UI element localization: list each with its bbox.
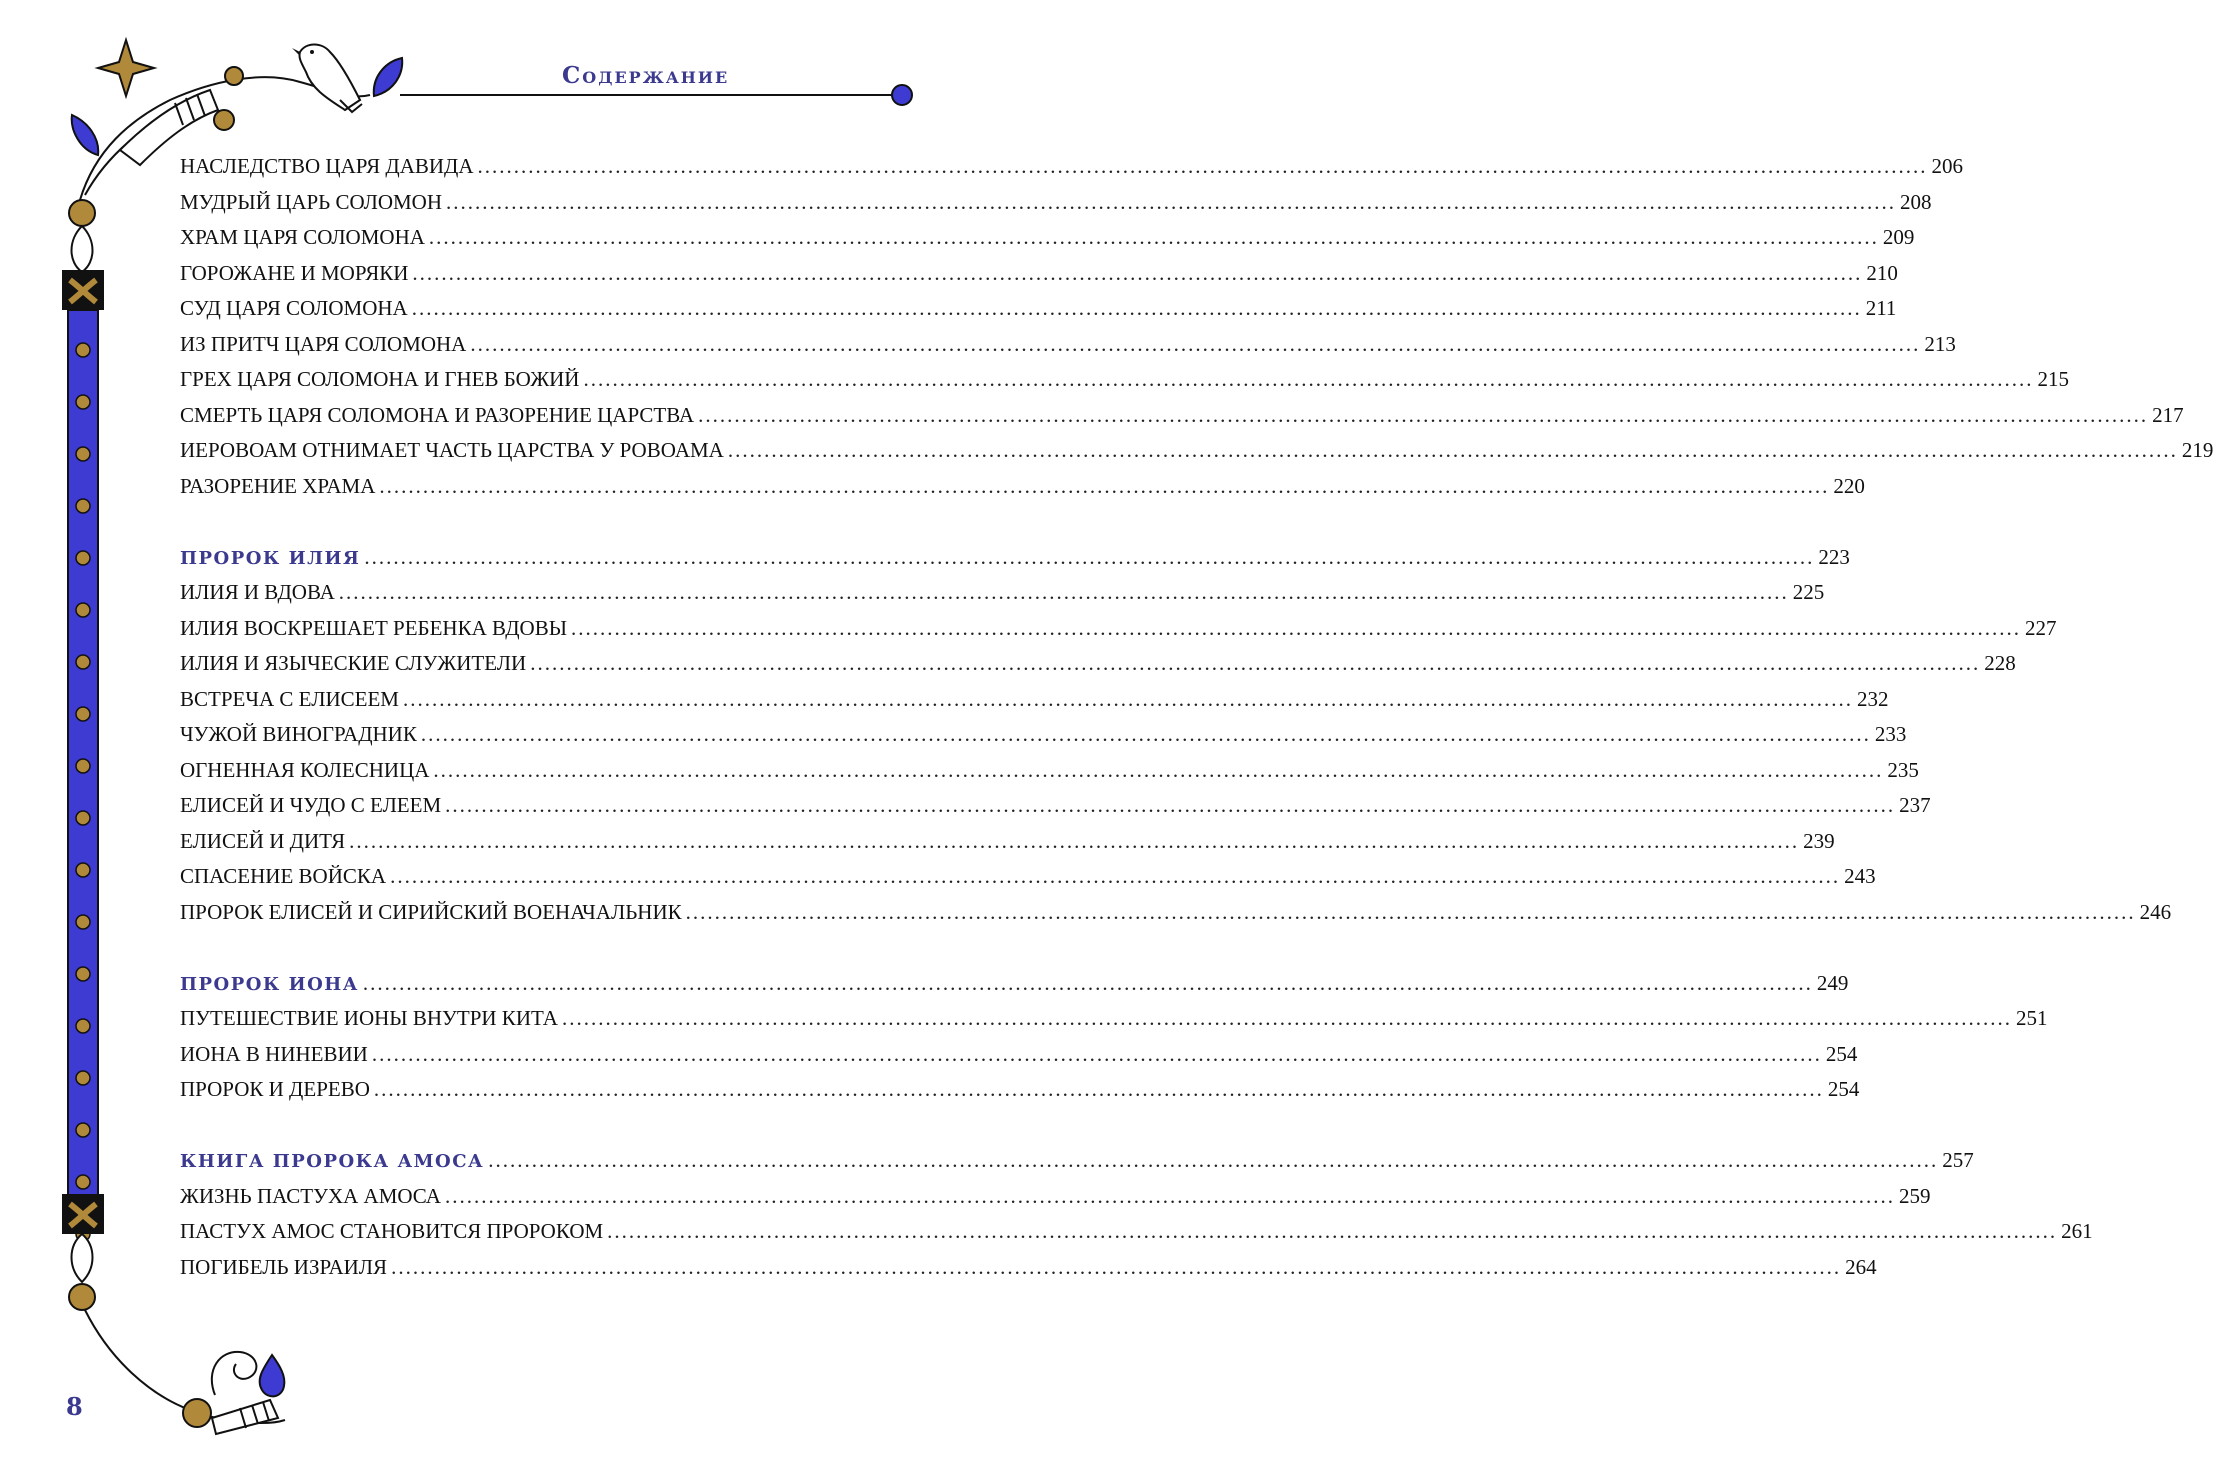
toc-entry[interactable] bbox=[180, 296, 1897, 332]
toc-page-number: 264 bbox=[1845, 1254, 1877, 1279]
toc-leader-dots: ........................................................................................................................................................................................................ bbox=[402, 686, 1853, 711]
toc-leader-dots: ........................................................................................................................................................................................................ bbox=[470, 331, 1921, 356]
toc-page-number: 220 bbox=[1833, 473, 1865, 498]
toc-page-number: 239 bbox=[1803, 828, 1835, 853]
blue-pillar bbox=[68, 310, 98, 1196]
gold-bead bbox=[183, 1399, 211, 1427]
toc-entry[interactable] bbox=[180, 402, 2184, 439]
toc-section-heading[interactable] bbox=[180, 970, 1849, 1007]
pillar-bead bbox=[76, 655, 90, 669]
toc-page-number: 217 bbox=[2152, 402, 2184, 427]
toc-title: ОГНЕННАЯ КОЛЕСНИЦА bbox=[180, 757, 430, 782]
toc-entry[interactable] bbox=[180, 615, 2057, 652]
toc-entry[interactable] bbox=[180, 260, 1898, 297]
toc-title: КНИГА ПРОРОКА АМОСА bbox=[180, 1151, 485, 1172]
toc-title: РАЗОРЕНИЕ ХРАМА bbox=[180, 473, 376, 498]
toc-page-number: 243 bbox=[1844, 864, 1876, 888]
toc-page-number: 246 bbox=[2139, 899, 2172, 924]
toc-page-number: 225 bbox=[1792, 580, 1825, 604]
toc-title: ПАСТУХ АМОС СТАНОВИТСЯ ПРОРОКОМ bbox=[180, 1219, 604, 1243]
toc-leader-dots: ........................................................................................................................................................................................................ bbox=[583, 367, 2034, 391]
toc-title: ВСТРЕЧА С ЕЛИСЕЕМ bbox=[180, 686, 399, 711]
toc-entry[interactable] bbox=[180, 1219, 2093, 1255]
pillar-bead bbox=[76, 1123, 90, 1137]
section-gap bbox=[180, 1113, 904, 1149]
toc-entry[interactable] bbox=[180, 651, 2016, 687]
toc-leader-dots: ........................................................................................................................................................................................................ bbox=[371, 1041, 1822, 1066]
toc-entry[interactable] bbox=[180, 1183, 1931, 1220]
leaf-icon bbox=[374, 58, 402, 96]
toc-page-number: 237 bbox=[1899, 793, 1931, 817]
toc-page-number: 208 bbox=[1900, 189, 1932, 214]
toc-leader-dots: ........................................................................................................................................................................................................ bbox=[571, 615, 2022, 640]
toc-leader-dots: ........................................................................................................................................................................................................ bbox=[411, 296, 1862, 320]
gold-bead bbox=[225, 67, 243, 85]
toc-entry[interactable] bbox=[180, 1041, 1858, 1078]
section-gap bbox=[180, 509, 904, 545]
pillar-bead bbox=[76, 863, 90, 877]
toc-page-number: 257 bbox=[1942, 1148, 1974, 1172]
gold-bead bbox=[69, 200, 95, 226]
toc-title: ИЛИЯ И ВДОВА bbox=[180, 580, 335, 604]
toc-page-number: 235 bbox=[1887, 757, 1919, 782]
pillar-bead bbox=[76, 707, 90, 721]
toc-title: ПУТЕШЕСТВИЕ ИОНЫ ВНУТРИ КИТА bbox=[180, 1006, 558, 1030]
toc-leader-dots: ........................................................................................................................................................................................................ bbox=[444, 1183, 1895, 1208]
pillar-bead bbox=[76, 811, 90, 825]
toc-title: ЧУЖОЙ ВИНОГРАДНИК bbox=[180, 722, 417, 746]
gold-bead bbox=[214, 110, 234, 130]
toc-leader-dots: ........................................................................................................................................................................................................ bbox=[338, 580, 1789, 604]
toc-page-number: 210 bbox=[1866, 260, 1898, 285]
toc-leader-dots: ........................................................................................................................................................................................................ bbox=[685, 899, 2136, 924]
toc-entry[interactable] bbox=[180, 722, 1907, 758]
toc-section-heading[interactable] bbox=[180, 1148, 1974, 1184]
toc-leader-dots: ........................................................................................................................................................................................................ bbox=[362, 970, 1813, 995]
toc-page-number: 227 bbox=[2025, 615, 2057, 640]
pillar-bead bbox=[76, 395, 90, 409]
toc-title: ПРОРОК ИОНА bbox=[180, 973, 359, 995]
toc-leader-dots: ........................................................................................................................................................................................................ bbox=[488, 1148, 1939, 1172]
bird-icon bbox=[292, 45, 362, 113]
pillar-bead bbox=[76, 603, 90, 617]
toc-leader-dots: ........................................................................................................................................................................................................ bbox=[391, 1254, 1842, 1279]
page-header-title: Содержание bbox=[562, 62, 730, 89]
toc-page-number: 215 bbox=[2037, 367, 2069, 391]
toc-leader-dots: ........................................................................................................................................................................................................ bbox=[420, 722, 1871, 746]
toc-entry[interactable] bbox=[180, 154, 1964, 190]
toc-leader-dots: ........................................................................................................................................................................................................ bbox=[561, 1006, 2012, 1030]
pillar-bead bbox=[76, 499, 90, 513]
toc-title: ХРАМ ЦАРЯ СОЛОМОНА bbox=[180, 225, 425, 249]
toc-section-heading[interactable] bbox=[180, 544, 1850, 581]
toc-leader-dots: ........................................................................................................................................................................................................ bbox=[364, 544, 1815, 569]
toc-leader-dots: ........................................................................................................................................................................................................ bbox=[428, 225, 1879, 249]
pillar-bead bbox=[76, 551, 90, 565]
toc-entry[interactable] bbox=[180, 331, 1956, 368]
toc-page-number: 219 bbox=[2181, 438, 2213, 462]
toc-title: ГРЕХ ЦАРЯ СОЛОМОНА И ГНЕВ БОЖИЙ bbox=[180, 367, 580, 391]
toc-leader-dots: ........................................................................................................................................................................................................ bbox=[698, 402, 2149, 427]
toc-leader-dots: ........................................................................................................................................................................................................ bbox=[390, 864, 1841, 888]
toc-entry[interactable] bbox=[180, 367, 2069, 403]
toc-entry[interactable] bbox=[180, 864, 1876, 900]
toc-entry[interactable] bbox=[180, 473, 1865, 510]
toc-entry[interactable] bbox=[180, 438, 2213, 474]
pillar-bead bbox=[76, 1019, 90, 1033]
toc-page-number: 211 bbox=[1865, 296, 1897, 320]
pillar-bead bbox=[76, 1175, 90, 1189]
gold-bead bbox=[69, 1284, 95, 1310]
drop-icon bbox=[260, 1355, 285, 1396]
toc-title: СМЕРТЬ ЦАРЯ СОЛОМОНА И РАЗОРЕНИЕ ЦАРСТВА bbox=[180, 402, 695, 427]
toc-title: СПАСЕНИЕ ВОЙСКА bbox=[180, 864, 387, 888]
toc-leader-dots: ........................................................................................................................................................................................................ bbox=[373, 1077, 1824, 1101]
pillar-bead bbox=[76, 1071, 90, 1085]
toc-page-number: 249 bbox=[1816, 970, 1849, 995]
toc-page-number: 254 bbox=[1827, 1077, 1860, 1101]
toc-entry[interactable] bbox=[180, 899, 2172, 936]
toc-leader-dots: ........................................................................................................................................................................................................ bbox=[433, 757, 1884, 782]
toc-page-number: 254 bbox=[1825, 1041, 1858, 1066]
star-icon bbox=[98, 40, 154, 96]
pillar-bead bbox=[76, 343, 90, 357]
toc-leader-dots: ........................................................................................................................................................................................................ bbox=[412, 260, 1863, 285]
toc-title: ИЛИЯ И ЯЗЫЧЕСКИЕ СЛУЖИТЕЛИ bbox=[180, 651, 527, 675]
toc-page-number: 213 bbox=[1924, 331, 1956, 356]
toc-title: СУД ЦАРЯ СОЛОМОНА bbox=[180, 296, 408, 320]
toc-title: ПРОРОК И ДЕРЕВО bbox=[180, 1077, 370, 1101]
toc-leader-dots: ........................................................................................................................................................................................................ bbox=[727, 438, 2178, 462]
toc-title: ЕЛИСЕЙ И ДИТЯ bbox=[180, 828, 346, 853]
toc-entry[interactable] bbox=[180, 225, 1915, 261]
pillar-bead bbox=[76, 759, 90, 773]
toc-title: ИОНА В НИНЕВИИ bbox=[180, 1041, 368, 1066]
toc-entry[interactable] bbox=[180, 757, 1919, 794]
toc-entry[interactable] bbox=[180, 1254, 1877, 1291]
swirl-icon bbox=[212, 1352, 257, 1395]
toc-page-number: 228 bbox=[1984, 651, 2016, 675]
toc-title: ПОГИБЕЛЬ ИЗРАИЛЯ bbox=[180, 1254, 388, 1279]
toc-entry[interactable] bbox=[180, 1077, 1860, 1113]
toc-title: ЖИЗНЬ ПАСТУХА АМОСА bbox=[180, 1183, 441, 1208]
toc-title: ЕЛИСЕЙ И ЧУДО С ЕЛЕЕМ bbox=[180, 793, 442, 817]
toc-leader-dots: ........................................................................................................................................................................................................ bbox=[349, 828, 1800, 853]
toc-entry[interactable] bbox=[180, 828, 1835, 865]
toc-page-number: 233 bbox=[1874, 722, 1907, 746]
toc-title: ГОРОЖАНЕ И МОРЯКИ bbox=[180, 260, 409, 285]
toc-title: ПРОРОК ЕЛИСЕЙ И СИРИЙСКИЙ ВОЕНАЧАЛЬНИК bbox=[180, 899, 682, 924]
toc-title: МУДРЫЙ ЦАРЬ СОЛОМОН bbox=[180, 189, 443, 214]
toc-entry[interactable] bbox=[180, 189, 1932, 226]
leaf-icon bbox=[72, 115, 98, 155]
toc-entry[interactable] bbox=[180, 793, 1931, 829]
toc-title: ИЗ ПРИТЧ ЦАРЯ СОЛОМОНА bbox=[180, 331, 467, 356]
header-rule-end-dot bbox=[892, 85, 912, 105]
pillar-bead bbox=[76, 915, 90, 929]
toc-title: ПРОРОК ИЛИЯ bbox=[180, 547, 361, 569]
toc-leader-dots: ........................................................................................................................................................................................................ bbox=[379, 473, 1830, 498]
toc-page-number: 251 bbox=[2015, 1006, 2048, 1030]
page-number: 8 bbox=[66, 1392, 83, 1421]
toc-page-number: 223 bbox=[1818, 544, 1850, 569]
toc-page-number: 261 bbox=[2061, 1219, 2093, 1243]
toc-leader-dots: ........................................................................................................................................................................................................ bbox=[477, 154, 1928, 178]
toc-page-number: 206 bbox=[1931, 154, 1964, 178]
toc-page-number: 209 bbox=[1882, 225, 1915, 249]
toc-entry[interactable] bbox=[180, 1006, 2048, 1042]
toc-title: НАСЛЕДСТВО ЦАРЯ ДАВИДА bbox=[180, 154, 474, 178]
section-gap bbox=[180, 935, 904, 971]
toc-leader-dots: ........................................................................................................................................................................................................ bbox=[446, 189, 1897, 214]
toc-page-number: 259 bbox=[1898, 1183, 1931, 1208]
toc-page-number: 232 bbox=[1856, 686, 1889, 711]
toc-leader-dots: ........................................................................................................................................................................................................ bbox=[445, 793, 1896, 817]
pillar-bead bbox=[76, 447, 90, 461]
pillar-bead bbox=[76, 967, 90, 981]
table-of-contents bbox=[180, 154, 2213, 1290]
toc-leader-dots: ........................................................................................................................................................................................................ bbox=[530, 651, 1981, 675]
toc-title: ИЕРОВОАМ ОТНИМАЕТ ЧАСТЬ ЦАРСТВА У РОВОАМА bbox=[180, 438, 724, 462]
toc-title: ИЛИЯ ВОСКРЕШАЕТ РЕБЕНКА ВДОВЫ bbox=[180, 615, 568, 640]
toc-entry[interactable] bbox=[180, 580, 1825, 616]
toc-entry[interactable] bbox=[180, 686, 1889, 723]
toc-leader-dots: ........................................................................................................................................................................................................ bbox=[607, 1219, 2058, 1243]
